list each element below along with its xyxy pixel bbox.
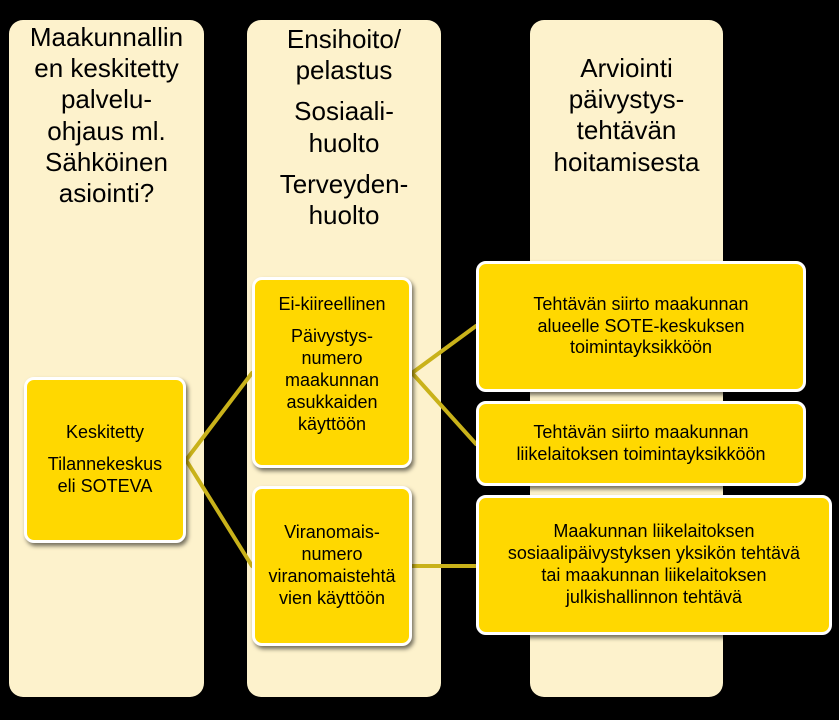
connector-keskitetty-eikiireellinen bbox=[186, 373, 252, 460]
box-siirto-sote-keskus bbox=[476, 261, 806, 392]
box-liikelaitos-tehtava-text: Maakunnan liikelaitoksen sosiaalipäivystyksen yksikön tehtävä tai maakunnan liikelaitoksen julkishallinnon tehtävä bbox=[507, 521, 801, 607]
box-ei-kiireellinen-body: Päivystys- numero maakunnan asukkaiden käyttöön bbox=[284, 325, 380, 434]
box-viranomaisnumero-body: Viranomais- numero viranomaistehtä vien käyttöön bbox=[268, 522, 396, 608]
column-2-heading-ensihoito: Ensihoito/ pelastus bbox=[286, 24, 402, 86]
box-siirto-liikelaitos bbox=[476, 401, 806, 486]
box-viranomaisnumero bbox=[252, 486, 412, 646]
box-keskitetty-title: Keskitetty bbox=[65, 422, 145, 443]
connector-eikiireellinen-siirto-sote bbox=[412, 326, 476, 373]
column-3-heading: Arviointi päivystys- tehtävän hoitamisesta bbox=[553, 53, 700, 177]
connector-eikiireellinen-siirto-liikelaitos bbox=[412, 373, 476, 444]
box-keskitetty-body: Tilannekeskus eli SOTEVA bbox=[47, 454, 163, 496]
box-ei-kiireellinen bbox=[252, 277, 412, 468]
box-keskitetty-tilannekeskus bbox=[24, 377, 186, 543]
column-2-heading-terveydenhuolto: Terveyden- huolto bbox=[279, 168, 409, 230]
box-liikelaitos-tehtava bbox=[476, 495, 832, 635]
box-siirto-liikelaitos-text: Tehtävän siirto maakunnan liikelaitoksen toimintayksikköön bbox=[516, 421, 766, 464]
column-2-heading-sosiaalihuolto: Sosiaali- huolto bbox=[294, 96, 394, 158]
connector-keskitetty-viranomais bbox=[186, 460, 252, 566]
box-ei-kiireellinen-title: Ei-kiireellinen bbox=[278, 294, 386, 314]
column-1-heading: Maakunnallin en keskitetty palvelu- ohjaus ml. Sähköinen asiointi? bbox=[29, 22, 184, 208]
box-siirto-sote-keskus-text: Tehtävän siirto maakunnan alueelle SOTE-keskuksen toimintayksikköön bbox=[533, 293, 749, 358]
